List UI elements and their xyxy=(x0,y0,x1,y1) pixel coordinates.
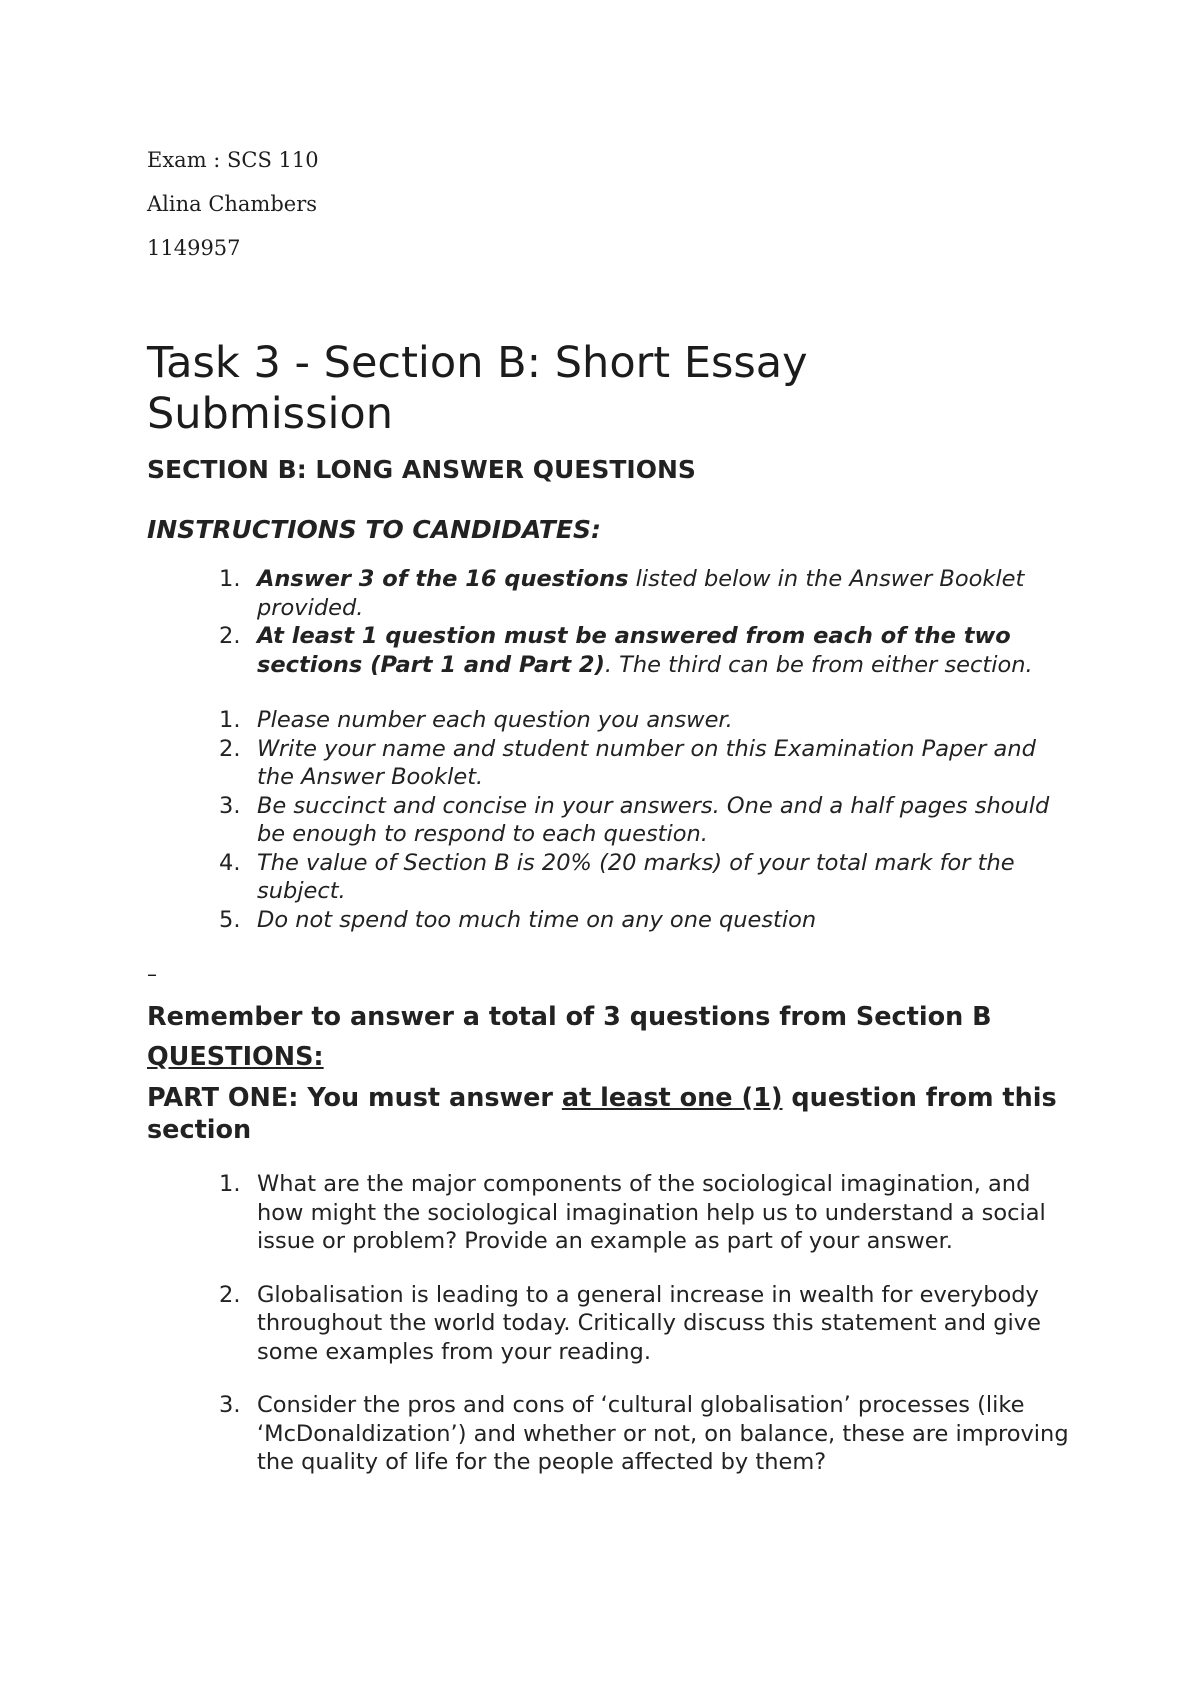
list-number: 1. xyxy=(219,707,241,733)
question-item xyxy=(147,1170,1077,1256)
list-number: 3. xyxy=(219,792,241,819)
instruction-text: The value of Section B is 20% (20 marks) of your total mark for the subject. xyxy=(257,849,1015,904)
instruction-text: Do not spend too much time on any one question xyxy=(257,906,817,933)
stray-dash: – xyxy=(147,962,157,986)
section-heading: SECTION B: LONG ANSWER QUESTIONS xyxy=(147,455,696,484)
part-one-prefix: PART ONE: You must answer xyxy=(147,1083,562,1113)
question-item xyxy=(147,1391,1077,1477)
list-item xyxy=(147,735,1077,792)
instruction-text: Write your name and student number on this Examination Paper and the Answer Booklet. xyxy=(257,735,1036,790)
list-item xyxy=(147,565,1077,622)
instruction-text: listed below in the Answer Booklet provided. xyxy=(257,566,1025,621)
questions-heading: QUESTIONS: xyxy=(147,1042,324,1072)
question-number: 1. xyxy=(219,1171,241,1197)
page-title xyxy=(147,338,1077,440)
question-number: 3. xyxy=(219,1392,241,1418)
list-item xyxy=(147,706,1077,735)
instruction-emphasis: Answer 3 of the 16 questions xyxy=(257,566,629,592)
instructions-list-primary xyxy=(147,565,1077,679)
instruction-emphasis: At least 1 question must be answered from each of the two sections (Part 1 and Part 2) xyxy=(257,623,1011,678)
instructions-heading: INSTRUCTIONS TO CANDIDATES: xyxy=(147,515,601,544)
list-number: 5. xyxy=(219,906,241,933)
exam-code: Exam : SCS 110 xyxy=(147,148,319,172)
instruction-text: Be succinct and concise in your answers. One and a half pages should be enough to respond to each question. xyxy=(257,792,1050,847)
part-one-heading xyxy=(147,1082,1077,1146)
list-item xyxy=(147,792,1077,849)
student-number: 1149957 xyxy=(147,236,241,260)
question-text: Globalisation is leading to a general increase in wealth for everybody throughout the world today. Critically discuss this statement and give some examples from your reading. xyxy=(257,1281,1041,1365)
list-number: 2. xyxy=(219,623,241,649)
student-name: Alina Chambers xyxy=(147,192,318,216)
page-title-line-1: Task 3 - Section B: Short Essay xyxy=(147,338,808,388)
instruction-text: . The third can be from either section. xyxy=(604,651,1033,678)
instructions-list-secondary xyxy=(147,706,1077,934)
questions-list xyxy=(147,1170,1077,1477)
part-one-suffix: question from this section xyxy=(147,1083,1057,1145)
remember-note: Remember to answer a total of 3 questions from Section B xyxy=(147,1002,992,1032)
instruction-text: Please number each question you answer. xyxy=(257,707,733,733)
list-number: 4. xyxy=(219,849,241,876)
list-item xyxy=(147,906,1077,935)
question-number: 2. xyxy=(219,1281,241,1308)
list-number: 2. xyxy=(219,735,241,762)
list-number: 1. xyxy=(219,566,241,592)
question-text: Consider the pros and cons of ‘cultural globalisation’ processes (like ‘McDonaldization’) and whether or not, on balance, these are improving the quality of life for the people affected by them? xyxy=(257,1392,1069,1475)
list-item xyxy=(147,622,1077,679)
question-text: What are the major components of the sociological imagination, and how might the sociological imagination help us to understand a social issue or problem? Provide an example as part of your answer. xyxy=(257,1171,1046,1254)
part-one-emphasis: at least one (1) xyxy=(561,1083,783,1113)
document-body xyxy=(147,146,1077,1502)
list-item xyxy=(147,849,1077,906)
question-item xyxy=(147,1281,1077,1367)
page-title-line-2: Submission xyxy=(147,389,393,439)
